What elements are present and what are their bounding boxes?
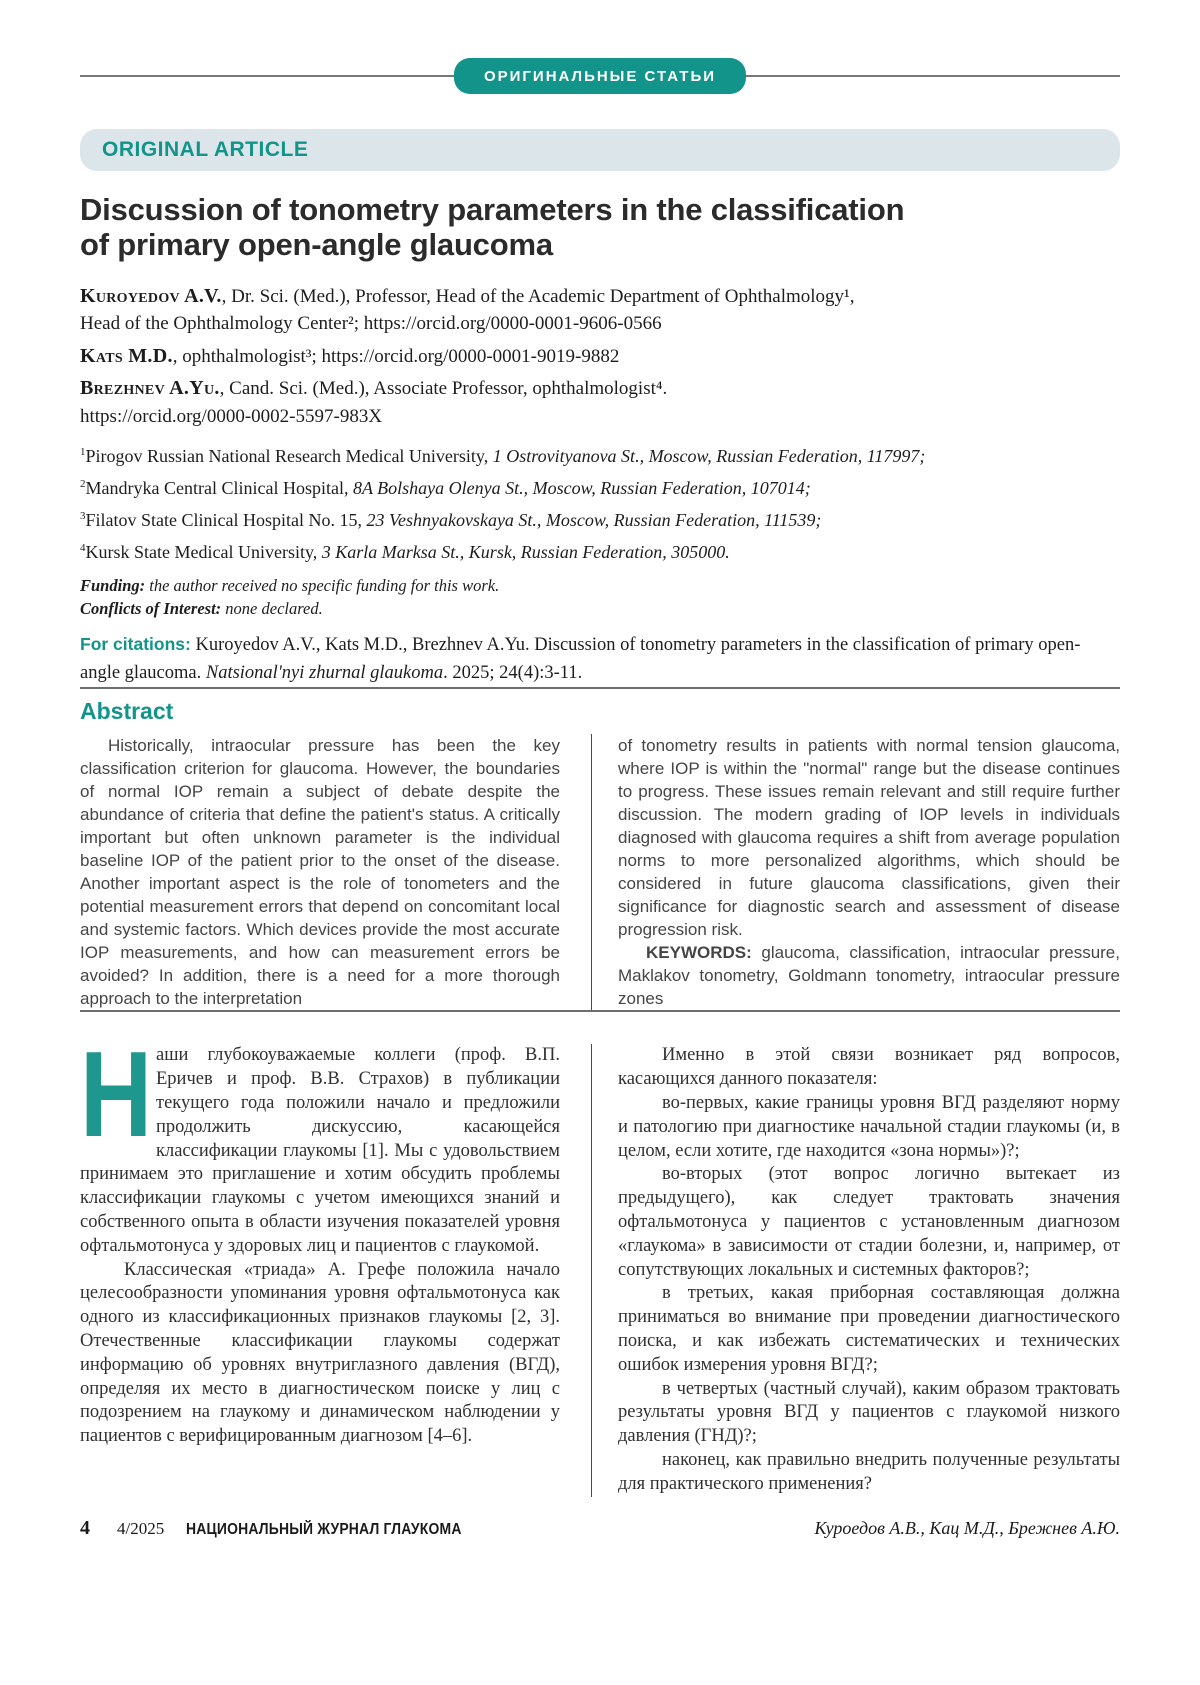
affiliation-marker: 1 bbox=[80, 446, 86, 459]
citation-text: Kuroyedov A.V., Kats M.D., Brezhnev A.Yu. Discussion of tonometry parameters in the classification of primary open-angle glaucoma. bbox=[80, 635, 1081, 684]
body-paragraph-text: аши глубокоуважаемые коллеги (проф. В.П. Еричев и проф. В.В. Страхов) в публикации текущего года положили начало и предложили продолжить дискуссию, касающейся классификации глаукомы [1]. Мы с удовольствием принимаем это приглашение и хотим обсудить проблемы классификации глаукомы с учетом имеющихся знаний и собственного опыта в области изучения показателей уровня офтальмотонуса у здоровых лиц и пациентов с глаукомой. bbox=[80, 1045, 560, 1256]
body-paragraph: Классическая «триада» А. Грефе положила начало целесообразности упоминания уровня офтальмотонуса как одного из классификационных признаков глаукомы [2, 3]. Отечественные классификации глаукомы содержат информацию об уровнях внутриглазного давления (ВГД), определяя их место в диагностическом поиске у лиц с подозрением на глаукому и динамическом наблюдении у пациентов с верифицированным диагнозом [4–6]. bbox=[80, 1259, 560, 1447]
body-paragraph: Именно в этой связи возникает ряд вопросов, касающихся данного показателя: bbox=[618, 1045, 1120, 1090]
affiliation-name: Pirogov Russian National Research Medical University, bbox=[85, 446, 493, 467]
author-entry bbox=[80, 375, 1120, 430]
body-paragraph: в четвертых (частный случай), каким образом трактовать результаты уровня ВГД у пациентов с глаукомой низкого давления (ГНД)?; bbox=[618, 1378, 1120, 1447]
article-page bbox=[0, 68, 1200, 1685]
affiliation bbox=[80, 470, 1120, 502]
conflicts-label: Conflicts of Interest: bbox=[80, 599, 222, 619]
affiliation-marker: 3 bbox=[80, 510, 86, 523]
rubric-banner: ОРИГИНАЛЬНЫЕ СТАТЬИ bbox=[454, 58, 746, 94]
keywords-text: glaucoma, classification, intraocular pressure, Maklakov tonometry, Goldmann tonometry, intraocular pressure zones bbox=[618, 943, 1120, 1009]
citation-suffix: . 2025; 24(4):3-11. bbox=[443, 663, 583, 684]
author-name: Brezhnev A.Yu. bbox=[80, 377, 220, 400]
section-label: ORIGINAL ARTICLE bbox=[102, 138, 309, 161]
conflicts-text: none declared. bbox=[221, 599, 323, 619]
affiliation-marker: 4 bbox=[80, 542, 86, 555]
top-rule bbox=[80, 68, 1120, 85]
abstract-heading: Abstract bbox=[80, 698, 174, 725]
section-label-box bbox=[80, 129, 1120, 171]
keywords-paragraph bbox=[618, 941, 1120, 1010]
author-details: , ophthalmologist³; https://orcid.org/0000-0001-9019-9882 bbox=[172, 345, 620, 367]
funding-label: Funding: bbox=[80, 576, 146, 596]
author-entry bbox=[80, 283, 1120, 338]
footer-left bbox=[80, 1517, 492, 1540]
abstract-column-right bbox=[591, 734, 1120, 1010]
author-details: , Dr. Sci. (Med.), Professor, Head of the Academic Department of Ophthalmology¹, bbox=[221, 285, 855, 307]
citation-label: For citations: bbox=[80, 634, 191, 655]
body-columns bbox=[80, 1026, 1120, 1496]
author-entry bbox=[80, 343, 1120, 371]
affiliation-name: Filatov State Clinical Hospital No. 15, bbox=[85, 510, 367, 531]
running-authors: Куроедов А.В., Кац М.Д., Брежнев А.Ю. bbox=[814, 1517, 1120, 1538]
affiliation bbox=[80, 502, 1120, 534]
drop-cap: Н bbox=[80, 1026, 153, 1163]
citation-block bbox=[80, 630, 1085, 687]
authors-block bbox=[80, 283, 1120, 431]
funding-block bbox=[80, 574, 1120, 620]
affiliation-name: Mandryka Central Clinical Hospital, bbox=[85, 478, 353, 499]
author-details-line2: Head of the Ophthalmology Center²; https://orcid.org/0000-0001-9606-0566 bbox=[80, 313, 662, 335]
body-paragraph: в третьих, какая приборная составляющая должна приниматься во внимание при проведении диагностического поиска, и как избежать систематических и технических ошибок измерения уровня ВГД?; bbox=[618, 1283, 1120, 1375]
conflicts-line bbox=[80, 597, 1120, 620]
affiliation-address: 8A Bolshaya Olenya St., Moscow, Russian Federation, 107014; bbox=[352, 478, 811, 499]
affiliation bbox=[80, 534, 1120, 566]
abstract-columns bbox=[80, 734, 1120, 1010]
article-title-line1: Discussion of tonometry parameters in the classification bbox=[80, 192, 905, 228]
body-paragraph: наконец, как правильно внедрить полученные результаты для практического применения? bbox=[618, 1449, 1120, 1494]
author-name: Kuroyedov A.V. bbox=[80, 284, 222, 307]
body-paragraph bbox=[80, 1026, 560, 1258]
author-name: Kats M.D. bbox=[80, 344, 173, 367]
issue-number: 4/2025 bbox=[117, 1518, 165, 1538]
article-title-line2: of primary open-angle glaucoma bbox=[80, 227, 553, 263]
divider-rule bbox=[80, 1010, 1120, 1012]
affiliation-address: 1 Ostrovityanova St., Moscow, Russian Federation, 117997; bbox=[492, 446, 926, 467]
body-paragraph: во-первых, какие границы уровня ВГД разделяют норму и патологию при диагностике начальной стадии глаукомы (и, в целом, если хотите, где находится «зона нормы»)?; bbox=[618, 1092, 1120, 1161]
keywords-label: KEYWORDS: bbox=[646, 943, 752, 963]
abstract-column-left bbox=[80, 734, 591, 1010]
author-orcid: https://orcid.org/0000-0002-5597-983X bbox=[80, 405, 383, 427]
affiliation-address: 23 Veshnyakovskaya St., Moscow, Russian Federation, 111539; bbox=[366, 510, 822, 531]
affiliation-address: 3 Karla Marksa St., Kursk, Russian Federation, 305000. bbox=[321, 542, 730, 563]
page-footer bbox=[80, 1517, 1120, 1540]
journal-name: НАЦИОНАЛЬНЫЙ ЖУРНАЛ ГЛАУКОМА bbox=[186, 1520, 462, 1538]
page-number: 4 bbox=[80, 1516, 90, 1539]
abstract-paragraph-continued: of tonometry results in patients with normal tension glaucoma, where IOP is within the "normal" range but the disease continues to progress. These issues remain relevant and still require further discussion. The modern grading of IOP levels in individuals diagnosed with glaucoma requires a shift from average population norms to more personalized algorithms, which should be considered in future glaucoma classifications, given their significance for diagnostic search and assessment of disease progression risk. bbox=[618, 736, 1120, 940]
citation-journal: Natsional'nyi zhurnal glaukoma bbox=[205, 663, 444, 684]
affiliation-marker: 2 bbox=[80, 478, 86, 491]
author-details: , Cand. Sci. (Med.), Associate Professor, ophthalmologist⁴. bbox=[219, 378, 668, 400]
body-column-left bbox=[80, 1026, 591, 1496]
affiliation-name: Kursk State Medical University, bbox=[85, 542, 322, 563]
divider-rule bbox=[80, 687, 1120, 689]
abstract-paragraph: Historically, intraocular pressure has been the key classification criterion for glaucoma. However, the boundaries of normal IOP remain a subject of debate despite the abundance of criteria that define the patient's status. A critically important but often unknown parameter is the individual baseline IOP of the patient prior to the onset of the disease. Another important aspect is the role of tonometers and the potential measurement errors that depend on concomitant local and systemic factors. Which devices provide the most accurate IOP measurements, and how can measurement errors be avoided? In addition, there is a need for a more thorough approach to the interpretation bbox=[80, 736, 560, 1009]
funding-text: the author received no specific funding for this work. bbox=[145, 576, 500, 596]
affiliation bbox=[80, 438, 1120, 470]
body-paragraph: во-вторых (этот вопрос логично вытекает из предыдущего), как следует трактовать значения офтальмотонуса у пациентов с установленным диагнозом «глаукома» в зависимости от стадии болезни, и, например, от сопутствующих локальных и системных факторов?; bbox=[618, 1164, 1120, 1280]
body-column-right bbox=[591, 1044, 1120, 1496]
affiliations-block bbox=[80, 438, 1120, 566]
funding-line bbox=[80, 574, 1120, 597]
article-title bbox=[80, 192, 1120, 262]
